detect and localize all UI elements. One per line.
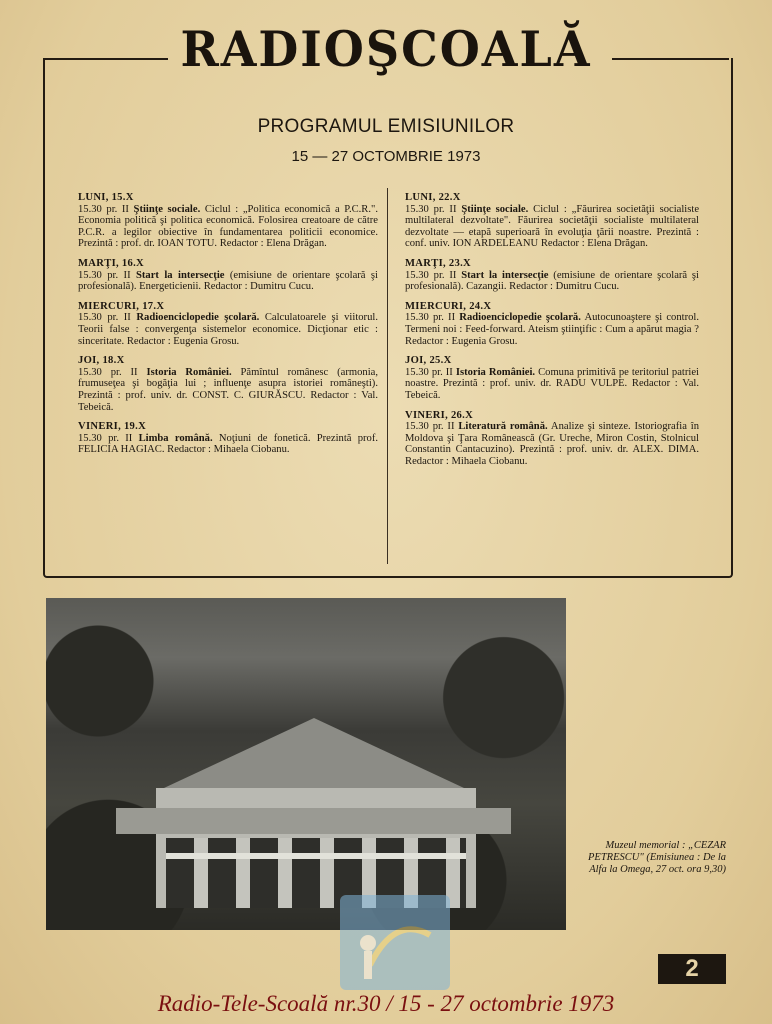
day-heading: LUNI, 22.X [405,192,461,203]
entry-text: Ciclul : „Politica economică a P.C.R.". Economia politică şi politica economică. Folosirea creatoare de către P.C.R. a legilor obiective în fundamentarea politicii economice. Prezintă : prof. dr. IOAN TOTU. Redactor : Elena Drăgan. [78,203,378,250]
schedule-entry [78,433,378,456]
schedule-right-column [405,192,699,475]
day-heading: MIERCURI, 17.X [78,300,165,312]
schedule-day [405,192,699,250]
entry-subject: Ştiinţe sociale. [133,203,201,215]
masthead-title: RADIOŞCOALĂ [180,20,592,78]
day-heading: VINERI, 19.X [78,421,147,433]
entry-time: 15.30 pr. II [405,421,455,433]
photo-roof [164,718,464,788]
museum-photo [46,598,566,930]
photo-caption: Muzeul memorial : „CEZAR PETRESCU" (Emisiunea : De la Alfa la Omega, 27 oct. ora 9,30) [588,840,726,875]
entry-text: Ciclul : „Făurirea societăţii socialiste multilateral dezvoltate". Făurirea societăţii socialiste multilateral dezvoltate — etapă superioară în evoluţia ţării noastre. Prezintă : conf. univ. ION ARDELEANU Redactor : Elena Drăgan. [405,203,700,250]
entry-text: Comuna primitivă pe teritoriul patriei noastre. Prezintă : prof. univ. dr. RADU VULPE. Redactor : Val. Tebeică. [405,366,699,401]
schedule-day [78,355,378,413]
schedule-entry [78,270,378,293]
schedule-entry [405,421,699,467]
schedule-day [405,258,699,293]
day-heading: JOI, 25.X [405,355,452,367]
photo-balcony [166,853,466,859]
entry-subject: Start la intersecţie [136,269,225,281]
entry-text: Calculatoarele şi viitorul. Teorii false : convergenţa sistemelor economice. Dicţionar etic : sinceritate. Redactor : Eugenia Grosu. [78,312,378,347]
schedule-left-column [78,192,378,464]
schedule-day [405,410,699,468]
schedule-day [78,192,378,250]
day-heading: MIERCURI, 24.X [405,300,492,312]
photo-lower-roof [116,808,511,834]
entry-subject: Limba română. [138,432,213,444]
column-divider [387,188,388,564]
schedule-entry [405,270,699,293]
entry-time: 15.30 pr. II [78,269,131,281]
entry-time: 15.30 pr. II [405,366,453,378]
schedule-entry [78,204,378,250]
entry-time: 15.30 pr. II [78,366,138,378]
entry-subject: Istoria României. [146,366,232,378]
entry-text: (emisiune de orientare şcolară şi profesională). Cazangii. Redactor : Dumitru Cucu. [405,269,700,293]
entry-text: Noţiuni de fonetică. Prezintă prof. FELICIA HAGIAC. Redactor : Mihaela Ciobanu. [78,432,379,456]
entry-text: (emisiune de orientare şcolară şi profesională). Energeticienii. Redactor : Dumitru Cucu. [78,269,378,293]
entry-time: 15.30 pr. II [405,312,456,324]
program-title: PROGRAMUL EMISIUNILOR [257,116,515,137]
entry-text: Autocunoaştere şi control. Termeni noi : Feed-forward. Ateism ştiinţific : Cum a apărut magia ? Redactor : Eugenia Grosu. [405,312,700,347]
day-heading: MARŢI, 23.X [405,257,471,269]
schedule-day [405,355,699,401]
entry-subject: Radioenciclopedie şcolară. [136,312,260,324]
entry-time: 15.30 pr. II [405,203,457,215]
entry-subject: Literatură română. [458,421,548,433]
schedule-entry [405,312,699,347]
entry-text: Analize şi sinteze. Istoriografia în Moldova şi Ţara Românească (Gr. Ureche, Miron Costin, Stolnicul Constantin Cantacuzino). Prezintă : prof. univ. dr. ALEX. DIMA. Redactor : Mihaela Ciobanu. [405,421,700,467]
entry-subject: Ştiinţe sociale. [461,203,529,215]
schedule-entry [405,204,699,250]
schedule-day [78,421,378,456]
entry-subject: Start la intersecţie [461,269,549,281]
day-heading: LUNI, 15.X [78,192,134,203]
schedule-entry [405,367,699,402]
entry-text: Pămîntul românesc (armonia, frumuseţea şi bogăţia lui ; influenţe asupra istoriei româneşti). Prezintă : prof. univ. dr. CONST. C. GIURĂSCU. Redactor : Val. Tebeică. [78,366,379,413]
entry-time: 15.30 pr. II [78,312,131,324]
schedule-day [78,301,378,347]
day-heading: VINERI, 26.X [405,409,474,421]
schedule-day [78,258,378,293]
program-dates: 15 — 27 OCTOMBRIE 1973 [291,148,481,165]
entry-time: 15.30 pr. II [78,432,133,444]
day-heading: JOI, 18.X [78,355,125,367]
watermark-logo-icon [340,895,450,990]
page-number: 2 [658,954,726,984]
entry-subject: Istoria României. [455,366,536,378]
schedule-entry [78,367,378,413]
footer-issue-line: Radio-Tele-Scoală nr.30 / 15 - 27 octombrie 1973 [157,991,615,1016]
entry-time: 15.30 pr. II [78,203,129,215]
schedule-day [405,301,699,347]
entry-time: 15.30 pr. II [405,269,457,281]
schedule-entry [78,312,378,347]
day-heading: MARŢI, 16.X [78,257,144,269]
entry-subject: Radioenciclopedie şcolară. [459,312,581,324]
